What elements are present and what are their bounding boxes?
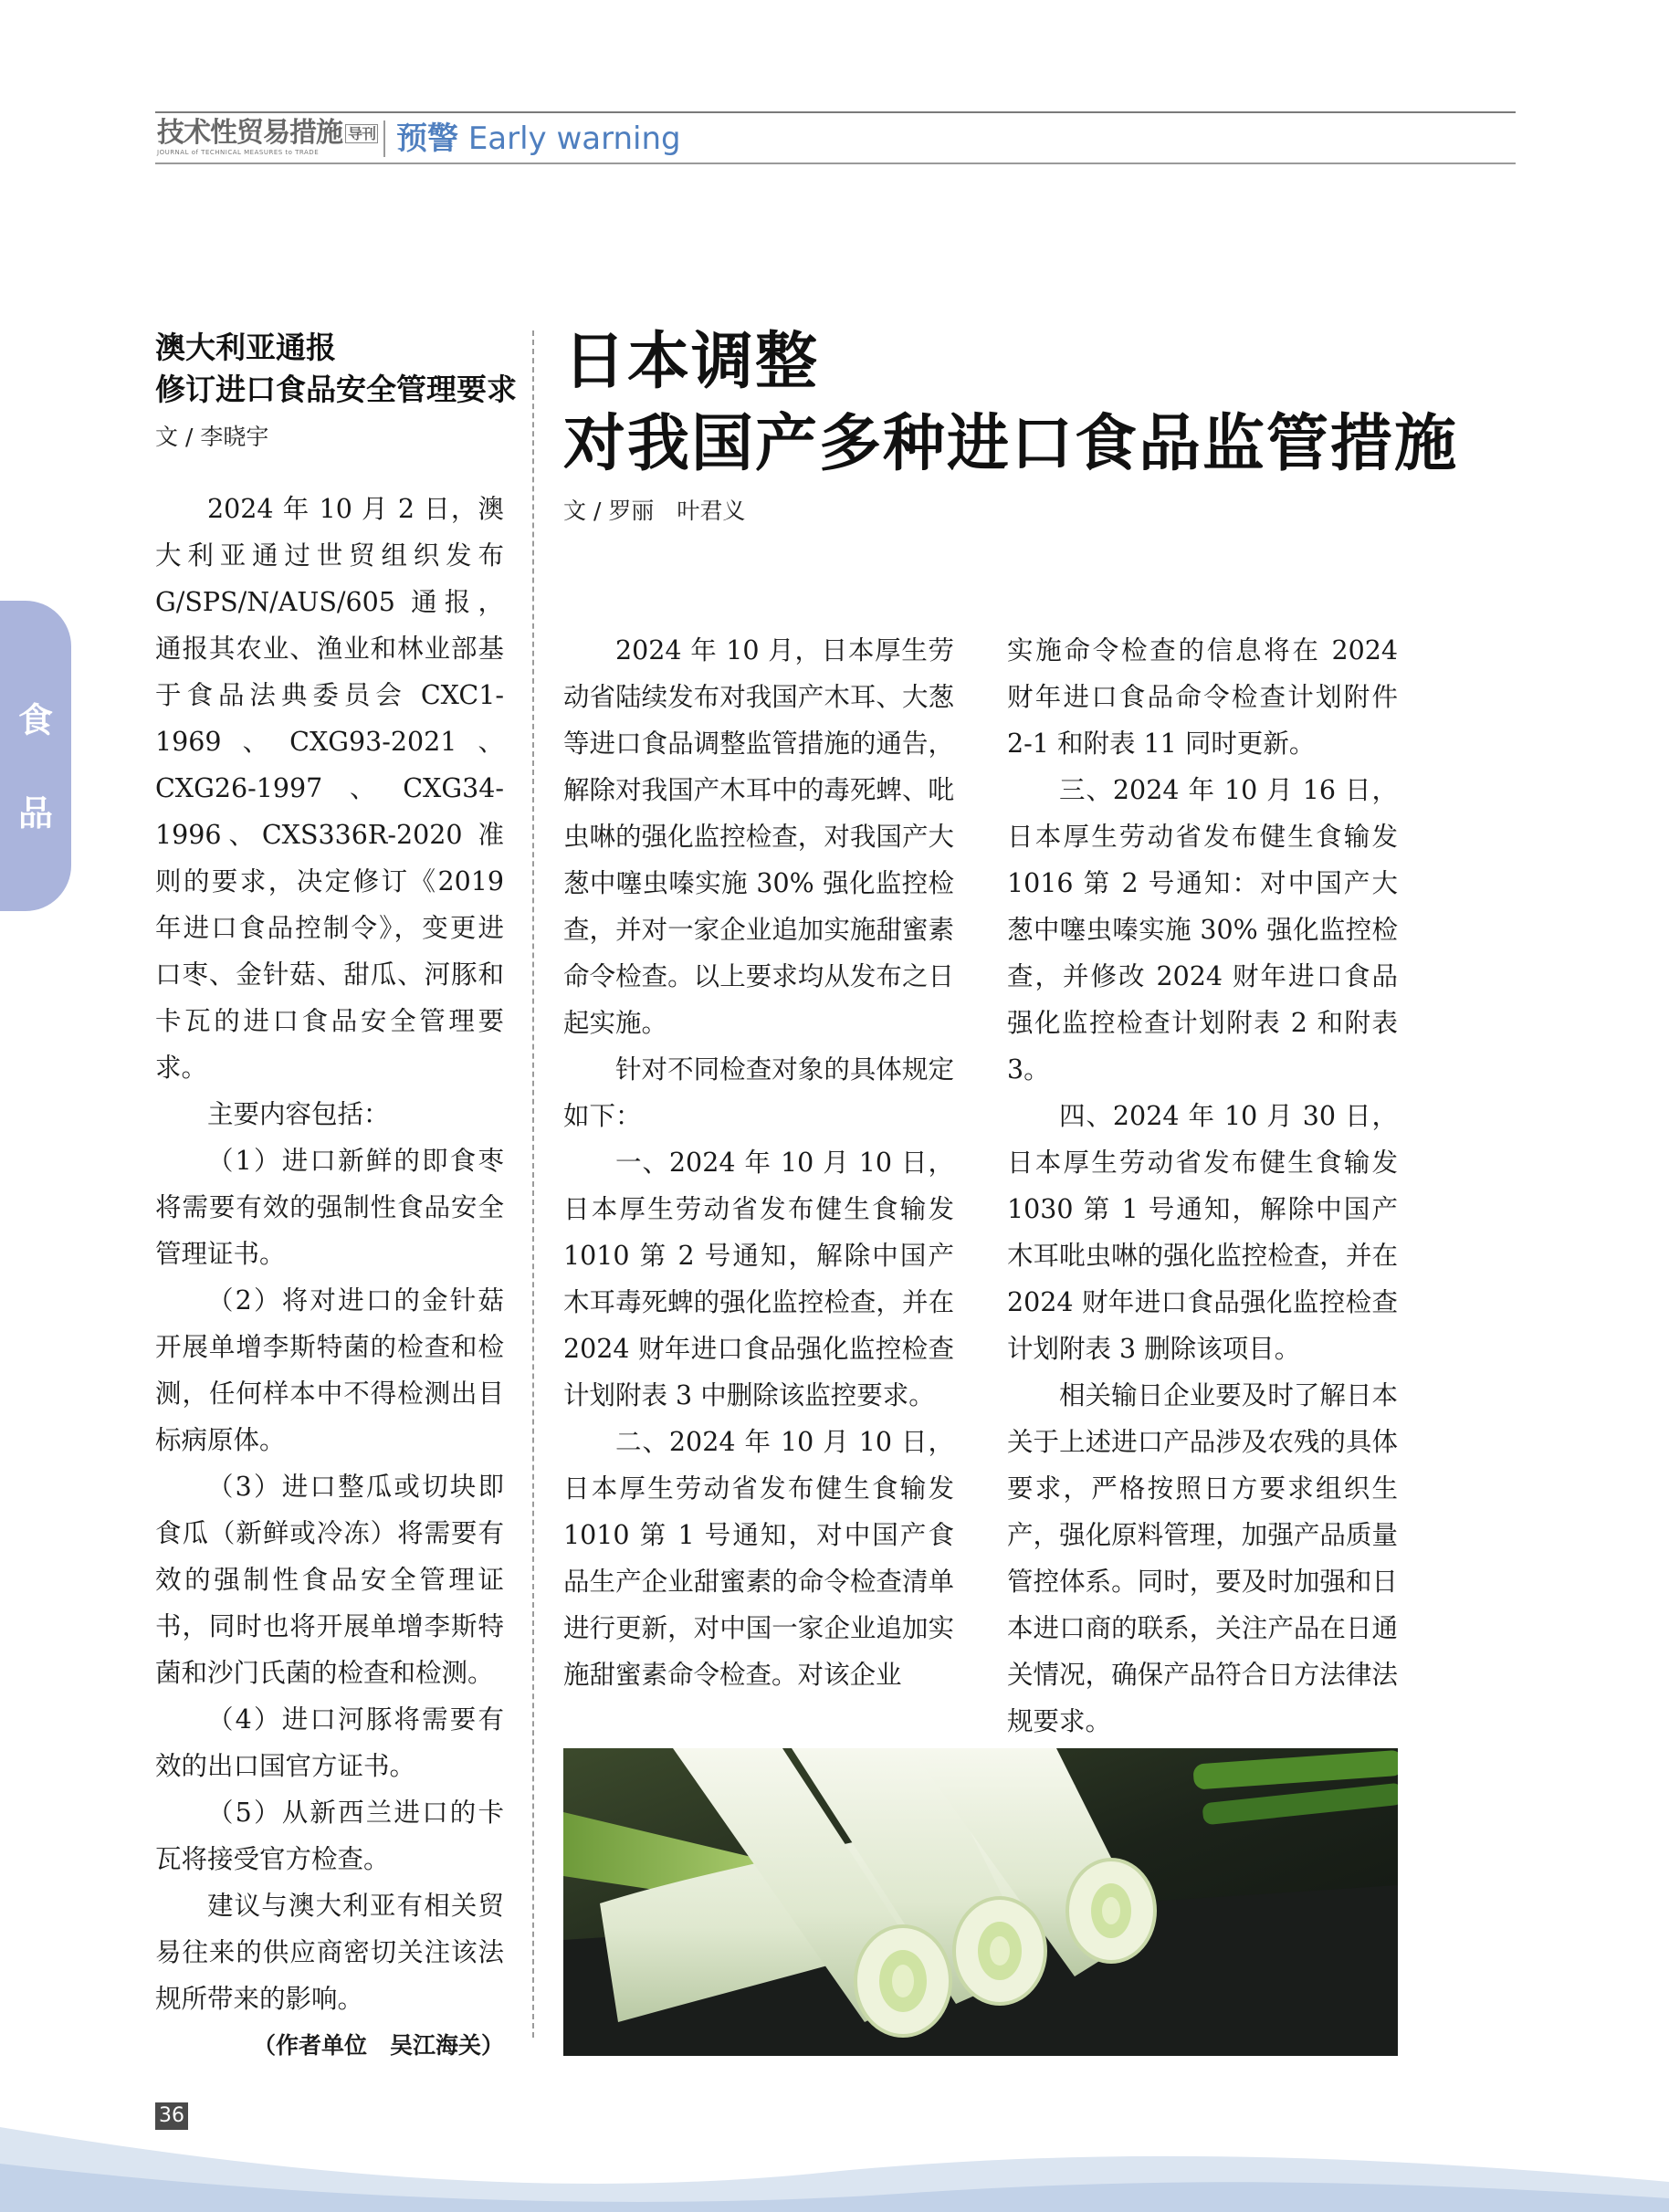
left-paragraph: （5）从新西兰进口的卡瓦将接受官方检查。 <box>155 1798 504 1874</box>
green-onion-illustration <box>563 1748 1398 2056</box>
left-paragraph: 主要内容包括： <box>207 1099 390 1129</box>
footer-wave <box>0 2091 1669 2212</box>
journal-name: 技术性贸易措施 <box>157 117 342 149</box>
journal-tag: 导刊 <box>345 124 378 143</box>
journal-logo <box>157 119 376 159</box>
main-article-column-2 <box>1007 627 1398 1791</box>
page-number: 36 <box>155 2102 188 2130</box>
category-side-tab <box>0 601 71 911</box>
main-paragraph: 二、2024 年 10 月 10 日，日本厚生劳动省发布健生食输发 1010 第 1 号通知，对中国产食品生产企业甜蜜素的命令检查清单进行更新，对中国一家企业追加实施甜蜜素命令检查。对该企业 <box>563 1427 954 1690</box>
column-divider <box>532 330 534 2038</box>
left-paragraph: 建议与澳大利亚有相关贸易往来的供应商密切关注该法规所带来的影响。 <box>155 1891 504 2014</box>
section-label-en: Early warning <box>467 121 681 157</box>
header-separator <box>383 121 385 157</box>
left-paragraph: （1）进口新鲜的即食枣将需要有效的强制性食品安全管理证书。 <box>155 1146 504 1269</box>
main-paragraph: 针对不同检查对象的具体规定如下： <box>563 1054 954 1131</box>
green-onion-photo <box>563 1748 1398 2056</box>
left-paragraph: （3）进口整瓜或切块即食瓜（新鲜或冷冻）将需要有效的强制性食品安全管理证书，同时也将开展单增李斯特菌和沙门氏菌的检查和检测。 <box>155 1472 504 1688</box>
left-article-title <box>155 327 520 411</box>
journal-subtitle: JOURNAL of TECHNICAL MEASURES to TRADE <box>157 148 320 156</box>
main-paragraph: 三、2024 年 10 月 16 日，日本厚生劳动省发布健生食输发 1016 第 2 号通知：对中国产大葱中噻虫嗪实施 30% 强化监控检查，并修改 2024 财年进口食品强化监控检查计划附表 2 和附表 3。 <box>1007 775 1398 1085</box>
main-article-title <box>563 321 1613 486</box>
side-tab-char-2: 品 <box>17 793 53 833</box>
side-tab-char-1: 食 <box>17 700 53 740</box>
section-label <box>396 121 681 157</box>
left-paragraph: 2024 年 10 月 2 日，澳大利亚通过世贸组织发布 G/SPS/N/AUS/605 通报，通报其农业、渔业和林业部基于食品法典委员会 CXC1-1969、CXG93-2021、CXG26-1997、CXG34-1996、CXS336R-2020 准则的要求，决定修订《2019 年进口食品控制令》，变更进口枣、金针菇、甜瓜、河豚和卡瓦的进口食品安全管理要求。 <box>155 494 504 1083</box>
main-paragraph: 2024 年 10 月，日本厚生劳动省陆续发布对我国产木耳、大葱等进口食品调整监管措施的通告，解除对我国产木耳中的毒死蜱、吡虫啉的强化监控检查，对我国产大葱中噻虫嗪实施 30% 强化监控检查，并对一家企业追加实施甜蜜素命令检查。以上要求均从发布之日起实施。 <box>563 635 954 1038</box>
main-article-byline: 文 / 罗丽 叶君义 <box>563 498 746 524</box>
section-label-zh: 预警 <box>396 121 458 157</box>
header-bottom-rule <box>155 162 1516 164</box>
main-paragraph: 一、2024 年 10 月 10 日，日本厚生劳动省发布健生食输发 1010 第 2 号通知，解除中国产木耳毒死蜱的强化监控检查，并在 2024 财年进口食品强化监控检查计划附表 3 中删除该监控要求。 <box>563 1148 954 1410</box>
main-title-line-1: 日本调整 <box>563 326 820 398</box>
left-author-unit: （作者单位 吴江海关） <box>252 2032 504 2059</box>
left-article-body <box>155 486 504 2069</box>
main-paragraph: 四、2024 年 10 月 30 日，日本厚生劳动省发布健生食输发 1030 第 1 号通知，解除中国产木耳吡虫啉的强化监控检查，并在 2024 财年进口食品强化监控检查计划附表 3 删除该项目。 <box>1007 1101 1398 1364</box>
left-title-line-1: 澳大利亚通报 <box>155 330 336 365</box>
left-title-line-2: 修订进口食品安全管理要求 <box>155 372 517 407</box>
main-paragraph-continuation: 实施命令检查的信息将在 2024 财年进口食品命令检查计划附件 2-1 和附表 11 同时更新。 <box>1007 635 1398 759</box>
main-paragraph: 相关输日企业要及时了解日本关于上述进口产品涉及农残的具体要求，严格按照日方要求组织生产，强化原料管理，加强产品质量管控体系。同时，要及时加强和日本进口商的联系，关注产品在日通关情况，确保产品符合日方法律法规要求。 <box>1007 1380 1398 1736</box>
main-article-column-1 <box>563 627 954 1698</box>
left-paragraph: （2）将对进口的金针菇开展单增李斯特菌的检查和检测，任何样本中不得检测出目标病原体。 <box>155 1285 504 1455</box>
left-paragraph: （4）进口河豚将需要有效的出口国官方证书。 <box>155 1704 504 1781</box>
main-title-line-2: 对我国产多种进口食品监管措施 <box>563 408 1459 480</box>
left-article-byline: 文 / 李晓宇 <box>155 424 269 450</box>
header-top-rule <box>155 111 1516 113</box>
